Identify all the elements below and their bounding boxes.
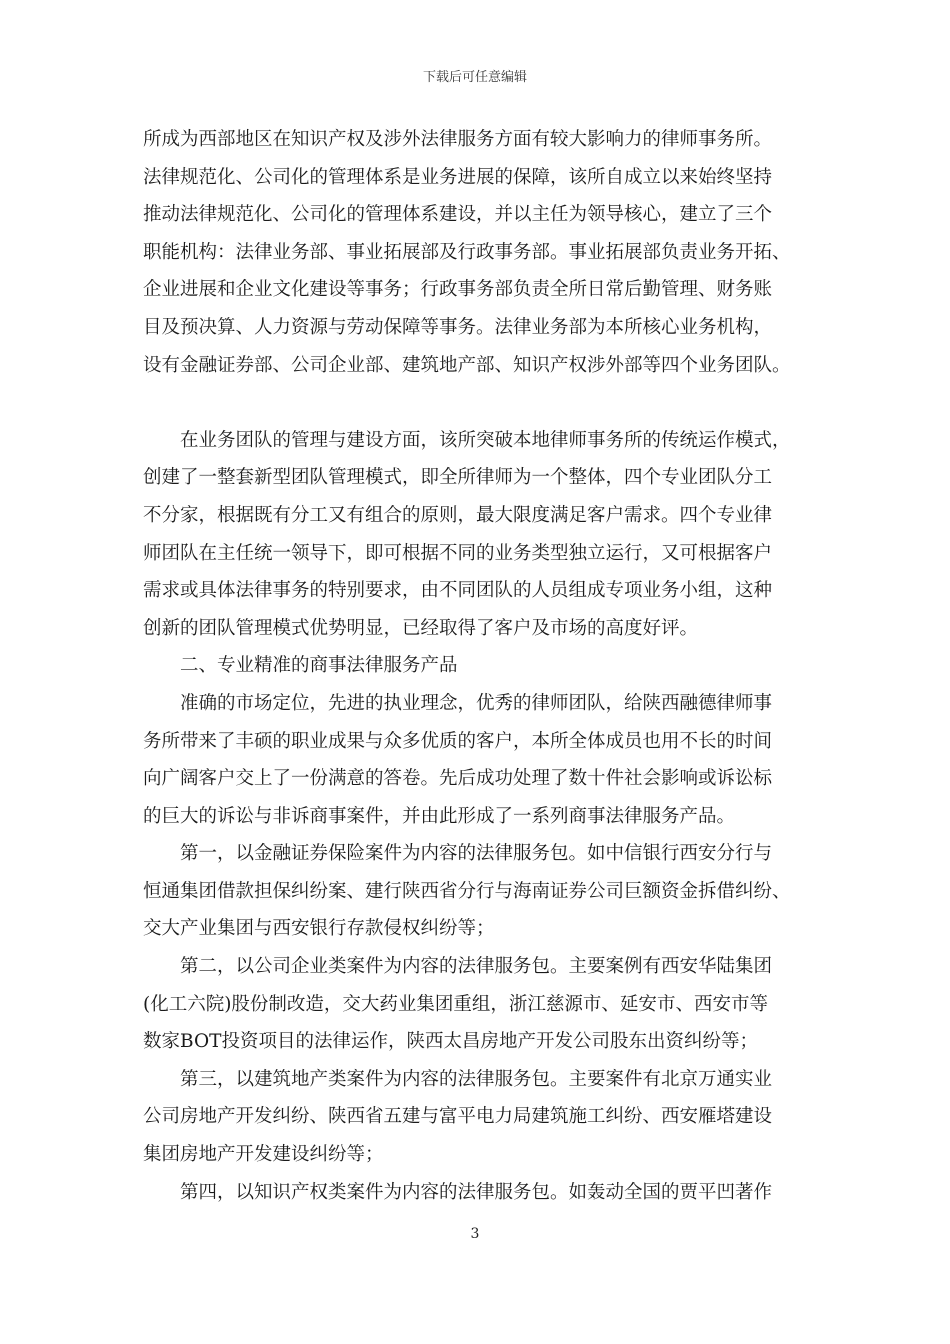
text-line: 恒通集团借款担保纠纷案、建行陕西省分行与海南证券公司巨额资金拆借纠纷、: [143, 880, 791, 902]
section-heading-text: 二、专业精准的商事法律服务产品: [180, 655, 458, 677]
page-number: 3: [470, 1226, 480, 1242]
paragraph-3: [143, 685, 833, 835]
page-header: 下载后可任意编辑: [422, 70, 527, 85]
text-line: 目及预决算、人力资源与劳动保障等事务。法律业务部为本所核心业务机构，: [143, 316, 773, 338]
text-line: (化工六院)股份制改造，交大药业集团重组，浙江慈源市、延安市、西安市等: [143, 993, 768, 1015]
text-line: 创新的团队管理模式优势明显，已经取得了客户及市场的高度好评。: [143, 617, 699, 639]
section-heading: [143, 647, 833, 685]
paragraph-5: [143, 948, 833, 1061]
paragraph-4: [143, 835, 833, 948]
text-line: 第一，以金融证券保险案件为内容的法律服务包。如中信银行西安分行与: [180, 843, 773, 865]
text-line: 的巨大的诉讼与非诉商事案件，并由此形成了一系列商事法律服务产品。: [143, 805, 736, 827]
text-line: 职能机构：法律业务部、事业拓展部及行政事务部。事业拓展部负责业务开拓、: [143, 241, 791, 263]
text-line: 企业进展和企业文化建设等事务；行政事务部负责全所日常后勤管理、财务账: [143, 279, 773, 301]
text-line: 准确的市场定位，先进的执业理念，优秀的律师团队，给陕西融德律师事: [180, 692, 773, 714]
text-line: 创建了一整套新型团队管理模式，即全所律师为一个整体，四个专业团队分工: [143, 467, 773, 489]
text-line: 法律规范化、公司化的管理体系是业务进展的保障，该所自成立以来始终坚持: [143, 166, 773, 188]
text-line: 设有金融证券部、公司企业部、建筑地产部、知识产权涉外部等四个业务团队。: [143, 354, 791, 376]
text-line: 第二，以公司企业类案件为内容的法律服务包。主要案例有西安华陆集团: [180, 956, 773, 978]
text-line: 师团队在主任统一领导下，即可根据不同的业务类型独立运行，又可根据客户: [143, 542, 773, 564]
text-line: 第三，以建筑地产类案件为内容的法律服务包。主要案件有北京万通实业: [180, 1068, 773, 1090]
text-line: 第四，以知识产权类案件为内容的法律服务包。如轰动全国的贾平凹著作: [180, 1181, 773, 1203]
text-line: 不分家，根据既有分工又有组合的原则，最大限度满足客户需求。四个专业律: [143, 504, 773, 526]
text-line: 务所带来了丰硕的职业成果与众多优质的客户，本所全体成员也用不长的时间: [143, 730, 773, 752]
paragraph-spacer: [143, 384, 833, 422]
paragraph-2: [143, 422, 833, 648]
paragraph-7: [143, 1174, 833, 1212]
text-line: 交大产业集团与西安银行存款侵权纠纷等；: [143, 918, 495, 940]
text-line: 在业务团队的管理与建设方面，该所突破本地律师事务所的传统运作模式，: [180, 429, 791, 451]
text-line: 所成为西部地区在知识产权及涉外法律服务方面有较大影响力的律师事务所。: [143, 129, 773, 150]
paragraph-6: [143, 1061, 833, 1174]
text-line: 需求或具体法律事务的特别要求，由不同团队的人员组成专项业务小组，这种: [143, 580, 773, 602]
text-line: 推动法律规范化、公司化的管理体系建设，并以主任为领导核心，建立了三个: [143, 204, 773, 226]
text-line: 公司房地产开发纠纷、陕西省五建与富平电力局建筑施工纠纷、西安雁塔建设: [143, 1106, 773, 1128]
document-body: [143, 121, 833, 1211]
paragraph-1: [143, 121, 833, 384]
text-line: 数家BOT投资项目的法律运作，陕西太昌房地产开发公司股东出资纠纷等；: [143, 1031, 758, 1053]
text-line: 集团房地产开发建设纠纷等；: [143, 1144, 384, 1166]
text-line: 向广阔客户交上了一份满意的答卷。先后成功处理了数十件社会影响或诉讼标: [143, 768, 773, 790]
